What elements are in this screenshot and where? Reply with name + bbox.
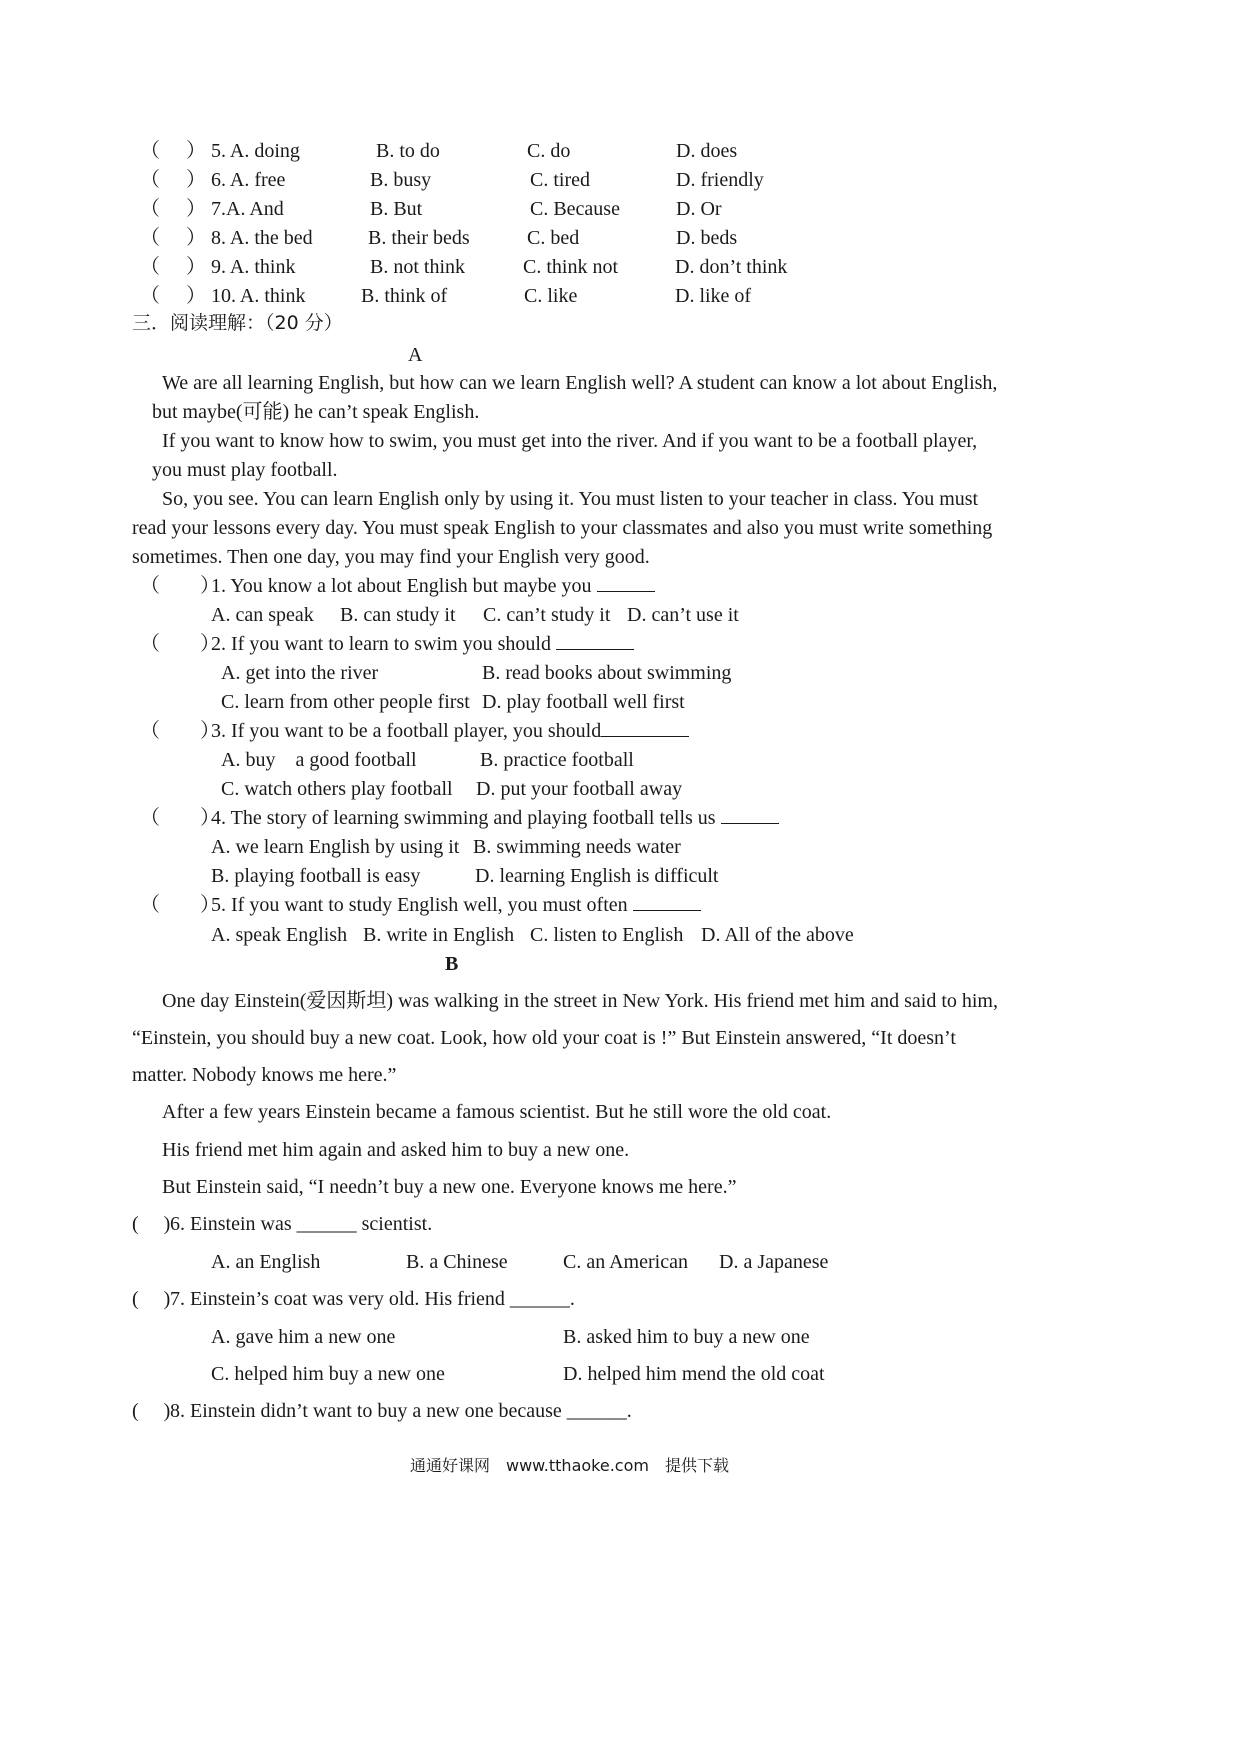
passage-line: matter. Nobody knows me here.” — [132, 1064, 397, 1086]
answer-paren: ( ) — [132, 1400, 171, 1422]
passage-line: “Einstein, you should buy a new coat. Look, how old your coat is !” But Einstein answered, “It doesn’t — [132, 1027, 956, 1049]
option-c: C. Because — [530, 198, 620, 220]
question-stem: 3. If you want to be a football player, you should — [211, 721, 689, 741]
answer-blank — [556, 635, 634, 650]
question-stem: 6. A. free — [211, 169, 286, 191]
answer-paren: （ ） — [140, 807, 220, 829]
option-b: B. not think — [370, 256, 466, 278]
option-d: D. friendly — [676, 169, 764, 191]
page-footer: 通通好课网 www.tthaoke.com 提供下载 — [410, 1456, 729, 1475]
option-d: D. learning English is difficult — [475, 865, 719, 887]
answer-paren: （ ） — [140, 575, 220, 597]
option-d: D. play football well first — [482, 691, 685, 713]
question-stem: 1. You know a lot about English but maybe you — [211, 576, 655, 596]
option-a: A. an English — [211, 1251, 321, 1273]
option-a: A. speak English — [211, 924, 348, 946]
passage-line: So, you see. You can learn English only by using it. You must listen to your teacher in class. You must — [162, 488, 979, 510]
option-a: A. get into the river — [221, 662, 379, 684]
answer-paren: ( ) — [132, 1213, 171, 1235]
option-c: B. playing football is easy — [211, 865, 421, 887]
option-c: C. learn from other people first — [221, 691, 470, 713]
option-c: C. watch others play football — [221, 778, 453, 800]
passage-line: But Einstein said, “I needn’t buy a new one. Everyone knows me here.” — [162, 1176, 737, 1198]
option-d: D. All of the above — [701, 924, 854, 946]
option-a: A. buy a good football — [221, 749, 417, 771]
option-b: B. can study it — [340, 604, 456, 626]
option-b: B. their beds — [368, 227, 470, 249]
answer-blank — [633, 896, 701, 911]
question-stem: 2. If you want to learn to swim you should — [211, 634, 634, 654]
passage-line: sometimes. Then one day, you may find your English very good. — [132, 546, 650, 568]
option-d: D. helped him mend the old coat — [563, 1363, 825, 1385]
option-d: D. a Japanese — [719, 1251, 829, 1273]
passage-line: but maybe(可能) he can’t speak English. — [152, 401, 480, 423]
option-d: D. can’t use it — [627, 604, 739, 626]
option-d: D. put your football away — [476, 778, 683, 800]
option-d: D. Or — [676, 198, 722, 220]
option-d: D. does — [676, 140, 738, 162]
option-b: B. to do — [376, 140, 440, 162]
question-stem: 8. A. the bed — [211, 227, 313, 249]
option-b: B. write in English — [363, 924, 515, 946]
question-stem: 4. The story of learning swimming and playing football tells us — [211, 808, 779, 828]
question-stem: 6. Einstein was ______ scientist. — [170, 1213, 433, 1235]
answer-paren-left: （ — [140, 140, 160, 162]
option-c: C. an American — [563, 1251, 688, 1273]
option-b: B. practice football — [480, 749, 634, 771]
passage-line: One day Einstein(爱因斯坦) was walking in the street in New York. His friend met him and said to him, — [162, 990, 998, 1012]
option-d: D. don’t think — [675, 256, 788, 278]
answer-blank — [721, 809, 779, 824]
passage-a-label: A — [408, 344, 423, 366]
option-d: D. like of — [675, 285, 752, 307]
option-a: A. we learn English by using it — [211, 836, 460, 858]
answer-paren-right: ） — [186, 140, 206, 162]
passage-b-label: B — [445, 953, 459, 975]
answer-paren-left: （ — [140, 227, 160, 249]
passage-line: If you want to know how to swim, you must get into the river. And if you want to be a football player, — [162, 430, 978, 452]
question-stem: 5. A. doing — [211, 140, 300, 162]
option-b: B. a Chinese — [406, 1251, 508, 1273]
question-stem: 8. Einstein didn’t want to buy a new one because ______. — [170, 1400, 632, 1422]
answer-paren-right: ） — [186, 256, 206, 278]
option-c: C. helped him buy a new one — [211, 1363, 445, 1385]
option-b: B. asked him to buy a new one — [563, 1326, 810, 1348]
answer-paren-left: （ — [140, 169, 160, 191]
answer-blank — [597, 577, 655, 592]
passage-line: read your lessons every day. You must speak English to your classmates and also you must write something — [132, 517, 993, 539]
option-c: C. listen to English — [530, 924, 684, 946]
option-a: A. can speak — [211, 604, 314, 626]
question-stem: 7. Einstein’s coat was very old. His friend ______. — [170, 1288, 575, 1310]
answer-paren-left: （ — [140, 198, 160, 220]
answer-paren: （ ） — [140, 894, 220, 916]
option-b: B. But — [370, 198, 423, 220]
passage-line: His friend met him again and asked him to buy a new one. — [162, 1139, 630, 1161]
answer-paren-right: ） — [186, 227, 206, 249]
option-c: C. like — [524, 285, 578, 307]
section-title: 三．阅读理解：（20 分） — [132, 312, 343, 334]
question-stem: 10. A. think — [211, 285, 306, 307]
option-b: B. think of — [361, 285, 448, 307]
question-stem: 5. If you want to study English well, you must often — [211, 895, 701, 915]
option-b: B. read books about swimming — [482, 662, 732, 684]
option-d: D. beds — [676, 227, 738, 249]
option-b: B. busy — [370, 169, 432, 191]
answer-paren-left: （ — [140, 256, 160, 278]
passage-line: you must play football. — [152, 459, 338, 481]
option-b: B. swimming needs water — [473, 836, 681, 858]
answer-paren-right: ） — [186, 169, 206, 191]
option-c: C. think not — [523, 256, 619, 278]
answer-paren: ( ) — [132, 1288, 171, 1310]
answer-paren-right: ） — [186, 285, 206, 307]
answer-paren-left: （ — [140, 285, 160, 307]
question-stem: 7.A. And — [211, 198, 284, 220]
answer-paren-right: ） — [186, 198, 206, 220]
option-c: C. tired — [530, 169, 590, 191]
passage-line: After a few years Einstein became a famous scientist. But he still wore the old coat. — [162, 1101, 832, 1123]
option-c: C. do — [527, 140, 571, 162]
option-c: C. can’t study it — [483, 604, 611, 626]
answer-paren: （ ） — [140, 633, 220, 655]
answer-paren: （ ） — [140, 720, 220, 742]
option-c: C. bed — [527, 227, 580, 249]
passage-line: We are all learning English, but how can we learn English well? A student can know a lot about English, — [162, 372, 998, 394]
question-stem: 9. A. think — [211, 256, 296, 278]
answer-blank — [601, 722, 689, 737]
option-a: A. gave him a new one — [211, 1326, 396, 1348]
